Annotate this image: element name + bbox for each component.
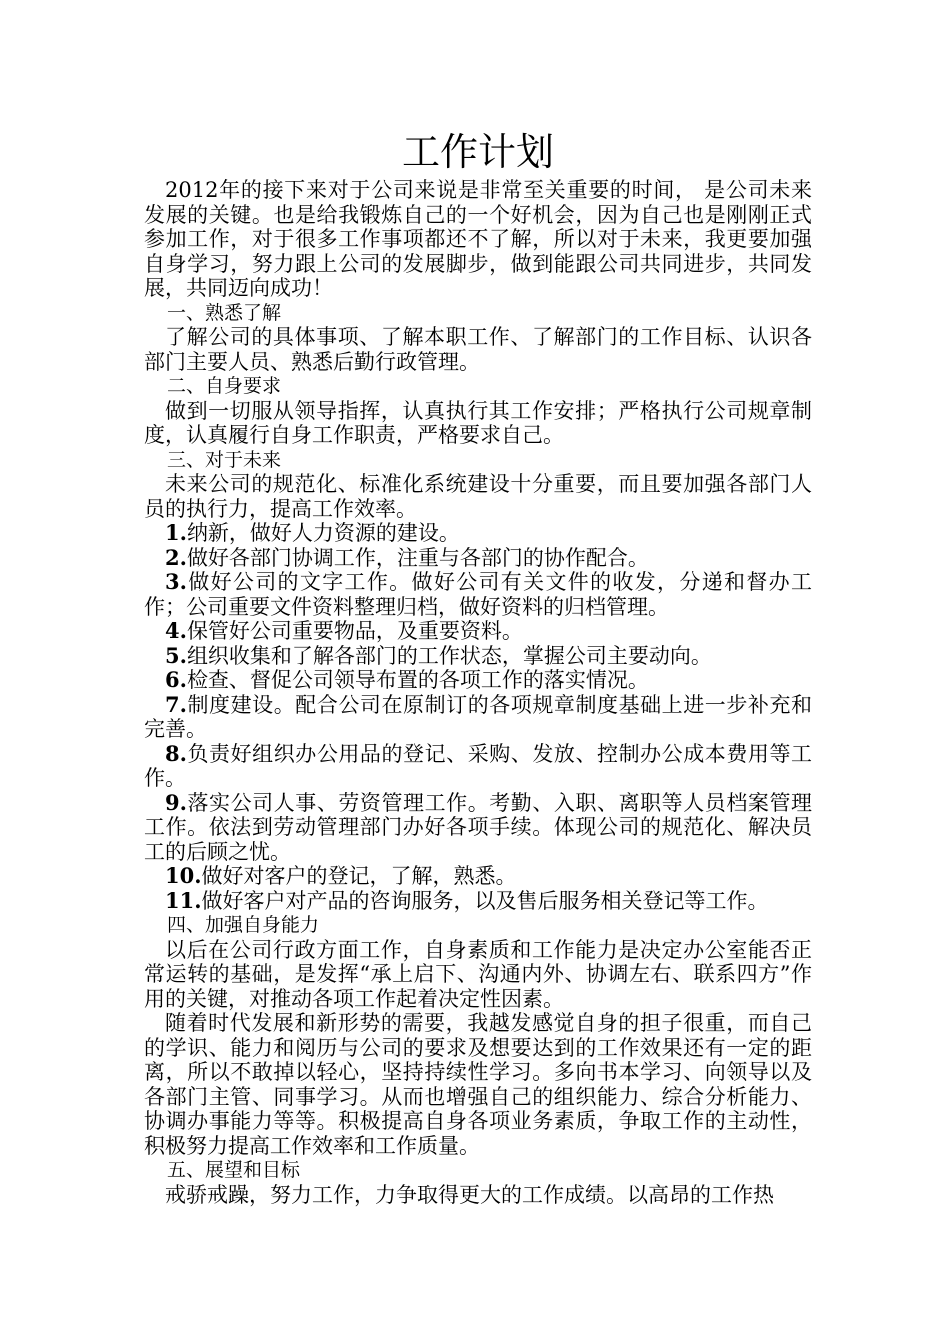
list-item [144, 619, 812, 644]
section-body-1: 了解公司的具体事项、了解本职工作、了解部门的工作目标、认识各部门主要人员、熟悉后勤行政管理。 [144, 325, 812, 374]
list-item-text: 保管好公司重要物品，及重要资料。 [186, 619, 523, 643]
list-item-number: 8. [165, 740, 187, 766]
list-item-number: 5. [165, 642, 187, 668]
section-body-2: 做到一切服从领导指挥，认真执行其工作安排；严格执行公司规章制度，认真履行自身工作职责，严格要求自己。 [144, 398, 812, 447]
list-item [144, 521, 812, 546]
section-heading-5: 五、展望和目标 [167, 1159, 301, 1181]
list-item-number: 7. [165, 691, 187, 717]
list-item-text: 组织收集和了解各部门的工作状态，掌握公司主要动向。 [186, 643, 712, 668]
intro-paragraph: 2012年的接下来对于公司来说是非常至关重要的时间， 是公司未来发展的关键。也是给我锻炼自己的一个好机会，因为自己也是刚刚正式参加工作，对于很多工作事项都还不了解，所以对于未来，我更要加强自身学习，努力跟上公司的发展脚步，做到能跟公司共同进步，共同发展，共同迈向成功！ [144, 178, 812, 300]
section-body-4b: 随着时代发展和新形势的需要，我越发感觉自身的担子很重，而自己的学识、能力和阅历与公司的要求及想要达到的工作效果还有一定的距离，所以不敢掉以轻心，坚持持续性学习。多向书本学习、向领导以及各部门主管、同事学习。从而也增强自己的组织能力、综合分析能力、协调办事能力等等。积极提高自身各项业务素质，争取工作的主动性，积极努力提高工作效率和工作质量。 [144, 1011, 812, 1158]
list-item-text: 做好公司的文字工作。做好公司有关文件的收发，分递和督办工作；公司重要文件资料整理归档，做好资料的归档管理。 [144, 570, 812, 619]
list-item [144, 644, 812, 669]
document-page [144, 126, 812, 1207]
section-heading-2: 二、自身要求 [167, 375, 282, 397]
list-item-number: 4. [165, 618, 187, 643]
list-item [144, 546, 812, 571]
section-body-3: 未来公司的规范化、标准化系统建设十分重要，而且要加强各部门人员的执行力，提高工作效率。 [144, 472, 812, 521]
list-item [144, 889, 812, 914]
section-body-4a: 以后在公司行政方面工作，自身素质和工作能力是决定办公室能否正常运转的基础，是发挥“承上启下、沟通内外、协调左右、联系四方”作用的关键，对推动各项工作起着决定性因素。 [144, 937, 812, 1011]
list-item [144, 570, 812, 619]
section-heading-4: 四、加强自身能力 [167, 914, 320, 936]
section-body-5: 戒骄戒躁，努力工作，力争取得更大的工作成绩。以高昂的工作热 [165, 1182, 774, 1207]
section-heading-3: 三、对于未来 [167, 448, 282, 471]
list-item-number: 9. [165, 789, 187, 815]
list-item [144, 693, 812, 742]
list-item-text: 负责好组织办公用品的登记、采购、发放、控制办公成本费用等工作。 [144, 741, 812, 790]
list-item-number: 6. [165, 667, 187, 692]
list-item [144, 742, 812, 791]
list-item-number: 2. [165, 544, 187, 570]
document-title: 工作计划 [401, 130, 554, 174]
list-item [144, 668, 812, 693]
section-heading-1: 一、熟悉了解 [167, 301, 282, 324]
list-item-text: 做好客户对产品的咨询服务，以及售后服务相关登记等工作。 [201, 888, 769, 913]
list-item [144, 864, 812, 889]
list-item-text: 检查、督促公司领导布置的各项工作的落实情况。 [186, 668, 649, 692]
list-item [144, 791, 812, 865]
list-item-text: 纳新，做好人力资源的建设。 [186, 521, 460, 545]
list-item-text: 做好各部门协调工作，注重与各部门的协作配合。 [186, 545, 649, 570]
list-item-number: 1. [165, 520, 187, 545]
list-item-text: 落实公司人事、劳资管理工作。考勤、入职、离职等人员档案管理工作。依法到劳动管理部门办好各项手续。体现公司的规范化、解决员工的后顾之忧。 [144, 790, 812, 864]
list-item-text: 制度建设。配合公司在原制订的各项规章制度基础上进一步补充和完善。 [144, 692, 812, 741]
list-item-text: 做好对客户的登记，了解，熟悉。 [201, 864, 517, 888]
list-item-number: 3. [165, 569, 187, 594]
list-item-number: 11. [165, 887, 202, 913]
list-item-number: 10. [165, 863, 202, 888]
